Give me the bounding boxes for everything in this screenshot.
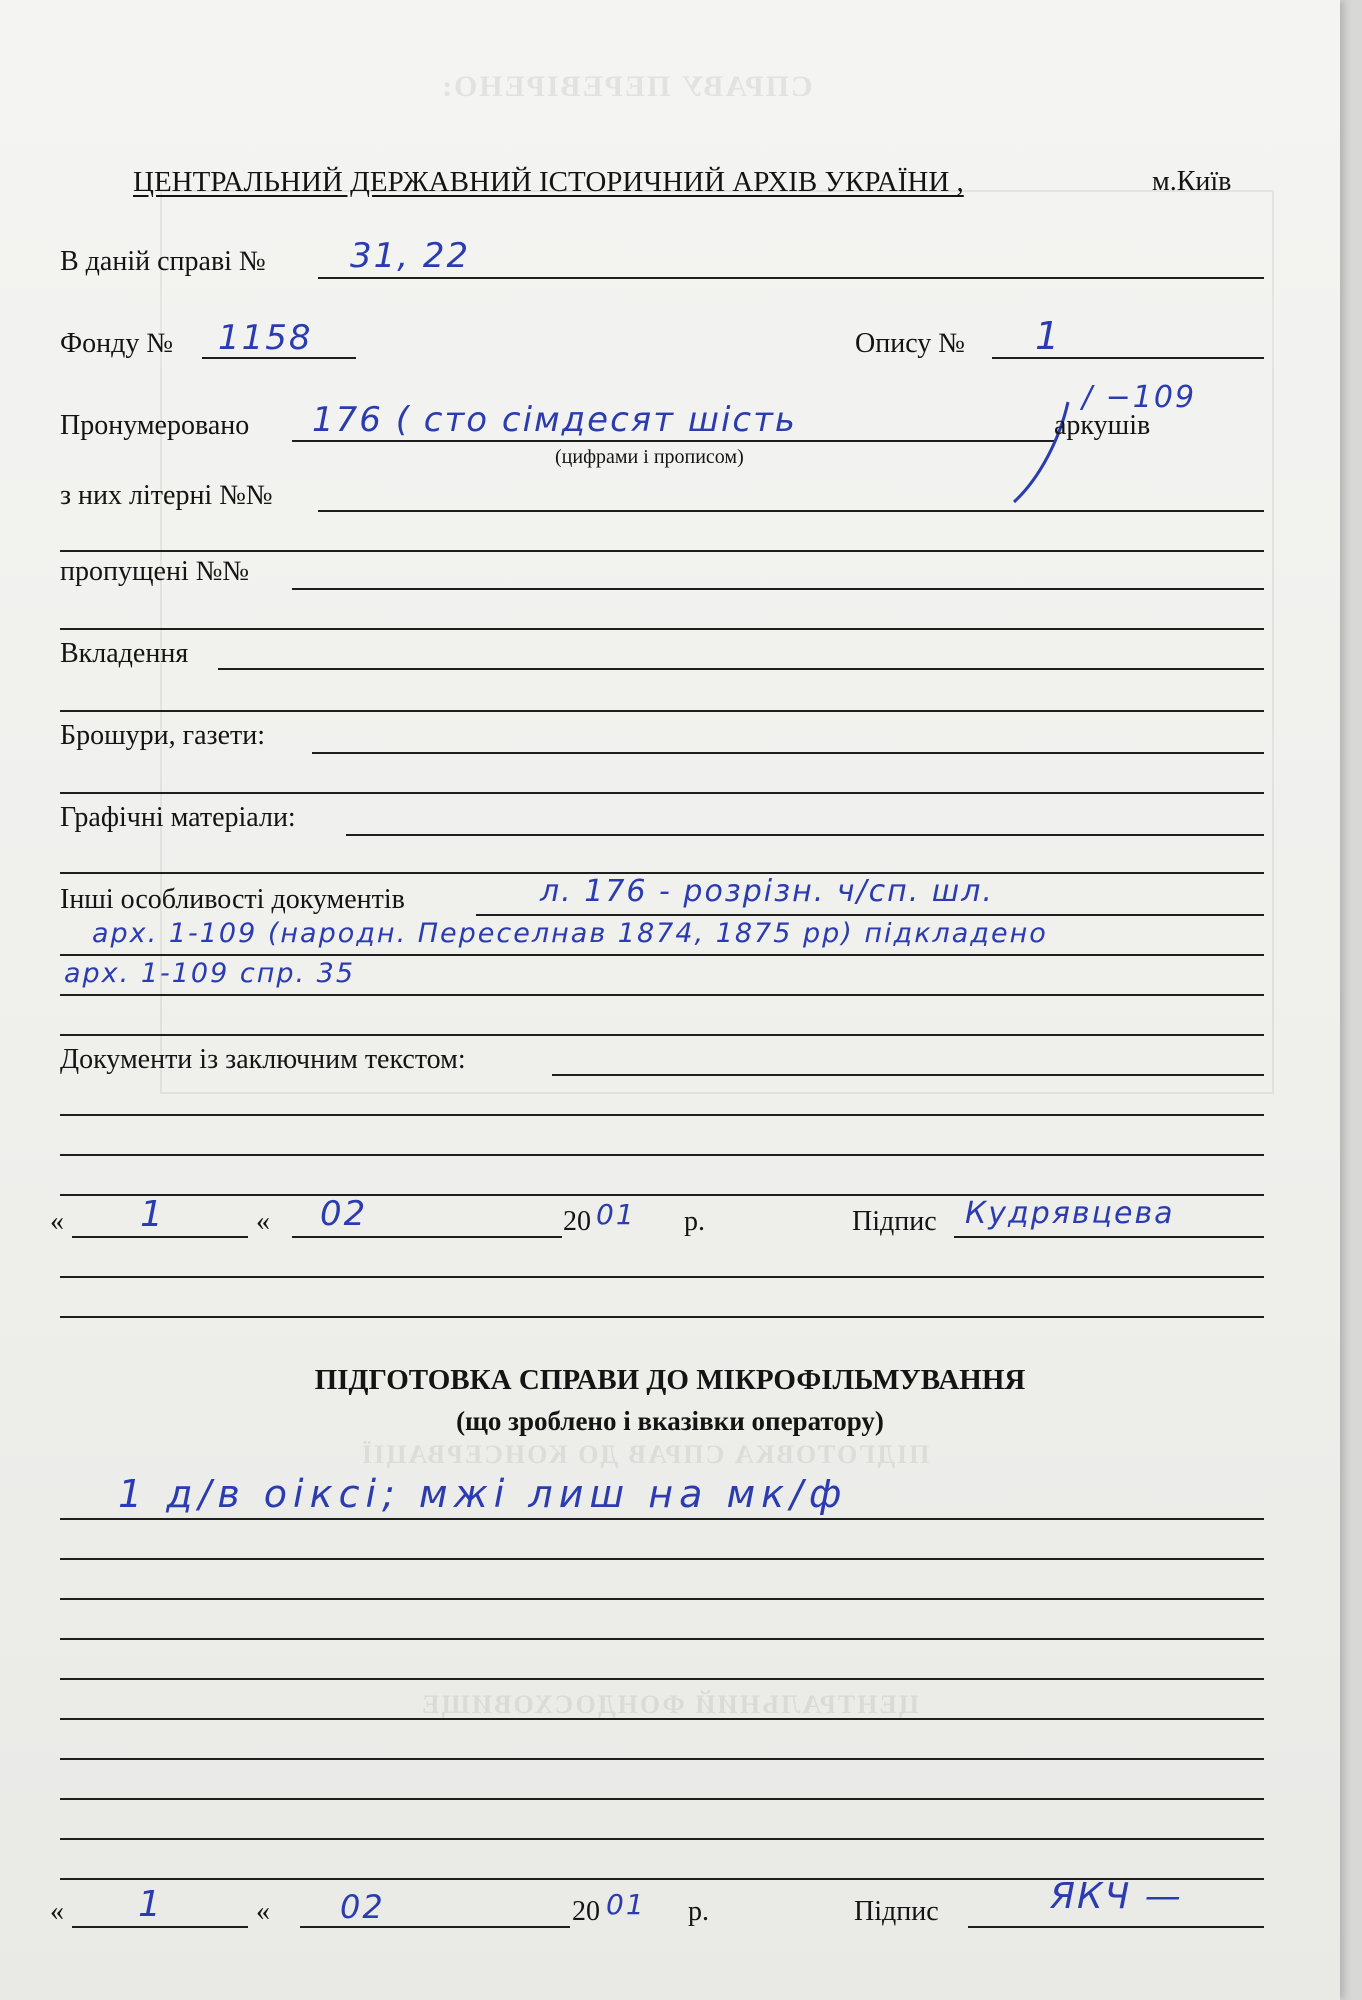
letter-numbers-label: з них літерні №№ — [60, 480, 273, 511]
letter-numbers-line-2 — [60, 550, 1264, 552]
date2-month-value: 02 — [340, 1888, 385, 1926]
signature1-line — [954, 1236, 1264, 1238]
bleed-through-top-heading: СПРАВУ ПЕРЕВІРЕНО: — [440, 70, 813, 103]
note-line-5 — [60, 1678, 1264, 1680]
final-text-line — [552, 1074, 1264, 1076]
date1-day-value: 1 — [140, 1194, 165, 1235]
date1-month-value: 02 — [320, 1194, 368, 1234]
note-line-1 — [60, 1518, 1264, 1520]
note-line-6 — [60, 1718, 1264, 1720]
note-line-7 — [60, 1758, 1264, 1760]
final-text-label: Документи із заключним текстом: — [60, 1044, 466, 1075]
date2-mid-quote: « — [256, 1896, 270, 1927]
note-line-9 — [60, 1838, 1264, 1840]
missing-numbers-line — [292, 588, 1264, 590]
fond-value: 1158 — [218, 318, 313, 358]
date2-year-suffix: 01 — [606, 1888, 646, 1921]
signature1-label: Підпис — [852, 1206, 937, 1237]
brochures-label: Брошури, газети: — [60, 720, 266, 751]
archive-name: ЦЕНТРАЛЬНИЙ ДЕРЖАВНИЙ ІСТОРИЧНИЙ АРХІВ УКРАЇНИ , — [133, 166, 964, 198]
case-number-value: 31, 22 — [350, 236, 471, 276]
other-features-line-3 — [60, 994, 1264, 996]
date2-open-quote: « — [50, 1896, 64, 1927]
note-line-4 — [60, 1638, 1264, 1640]
date2-year-r: р. — [688, 1896, 709, 1927]
note-line-3 — [60, 1598, 1264, 1600]
missing-numbers-line-2 — [60, 628, 1264, 630]
date2-year-prefix: 20 — [572, 1896, 600, 1927]
other-features-value-1: л. 176 - розрізн. ч/сп. шл. — [540, 874, 994, 909]
opys-label: Опису № — [855, 328, 965, 359]
attachments-line-2 — [60, 710, 1264, 712]
bleed-through-middle-heading: ПІДГОТОВКА СПРАВ ДО КОНСЕРВАЦІЇ — [360, 1440, 930, 1469]
opys-line — [992, 357, 1264, 359]
signature2-line — [968, 1926, 1264, 1928]
signature2-value: ЯКЧ — — [1050, 1876, 1183, 1917]
date2-day-line — [72, 1926, 248, 1928]
date2-month-line — [300, 1926, 570, 1928]
other-features-line — [476, 914, 1264, 916]
date1-month-line — [292, 1236, 562, 1238]
brochures-line-2 — [60, 792, 1264, 794]
final-text-line-2 — [60, 1114, 1264, 1116]
date2-day-value: 1 — [138, 1884, 163, 1925]
case-number-label: В даній справі № — [60, 246, 266, 277]
numbered-extra-value: / −109 — [1082, 380, 1197, 415]
graphics-label: Графічні матеріали: — [60, 802, 296, 833]
date1-year-suffix: 01 — [596, 1198, 636, 1231]
sheets-label: аркушів — [1054, 410, 1151, 441]
opys-value: 1 — [1035, 314, 1062, 358]
graphics-line — [346, 834, 1264, 836]
note-line-2 — [60, 1558, 1264, 1560]
date1-open-quote: « — [50, 1206, 64, 1237]
other-features-value-2: арх. 1-109 (народн. Переселнав 1874, 1875 рр) підкладено — [92, 918, 1048, 949]
other-features-line-2 — [60, 954, 1264, 956]
case-number-line — [318, 277, 1264, 279]
fond-label: Фонду № — [60, 328, 174, 359]
brochures-line — [312, 752, 1264, 754]
signature2-label: Підпис — [854, 1896, 939, 1927]
section-subtitle: (що зроблено і вказівки оператору) — [456, 1406, 884, 1436]
city-name: м.Київ — [1152, 166, 1232, 197]
signature1-value: Кудрявцева — [965, 1196, 1175, 1231]
numbered-line — [292, 440, 1054, 442]
other-features-label: Інші особливості документів — [60, 884, 405, 915]
final-text-line-3 — [60, 1154, 1264, 1156]
numbered-hint: (цифрами і прописом) — [555, 446, 744, 468]
section-note-value: 1 д/в оіксі; мжі лиш на мк/ф — [118, 1472, 848, 1516]
attachments-line — [218, 668, 1264, 670]
numbered-label: Пронумеровано — [60, 410, 250, 441]
section-title: ПІДГОТОВКА СПРАВИ ДО МІКРОФІЛЬМУВАННЯ — [314, 1364, 1026, 1396]
numbered-value: 176 ( сто сімдесят шість — [312, 400, 797, 440]
missing-numbers-label: пропущені №№ — [60, 556, 250, 587]
other-features-value-3: арх. 1-109 спр. 35 — [64, 958, 356, 989]
date1-line-2 — [60, 1276, 1264, 1278]
date1-year-prefix: 20 — [563, 1206, 591, 1237]
date1-day-line — [72, 1236, 248, 1238]
note-line-8 — [60, 1798, 1264, 1800]
date1-mid-quote: « — [256, 1206, 270, 1237]
attachments-label: Вкладення — [60, 638, 189, 669]
bleed-through-lower-heading: ЦЕНТРАЛЬНИЙ ФОНДОСХОВИЩЕ — [420, 1690, 919, 1719]
date1-year-r: р. — [684, 1206, 705, 1237]
letter-numbers-line — [318, 510, 1264, 512]
date1-line-3 — [60, 1316, 1264, 1318]
other-features-line-4 — [60, 1034, 1264, 1036]
